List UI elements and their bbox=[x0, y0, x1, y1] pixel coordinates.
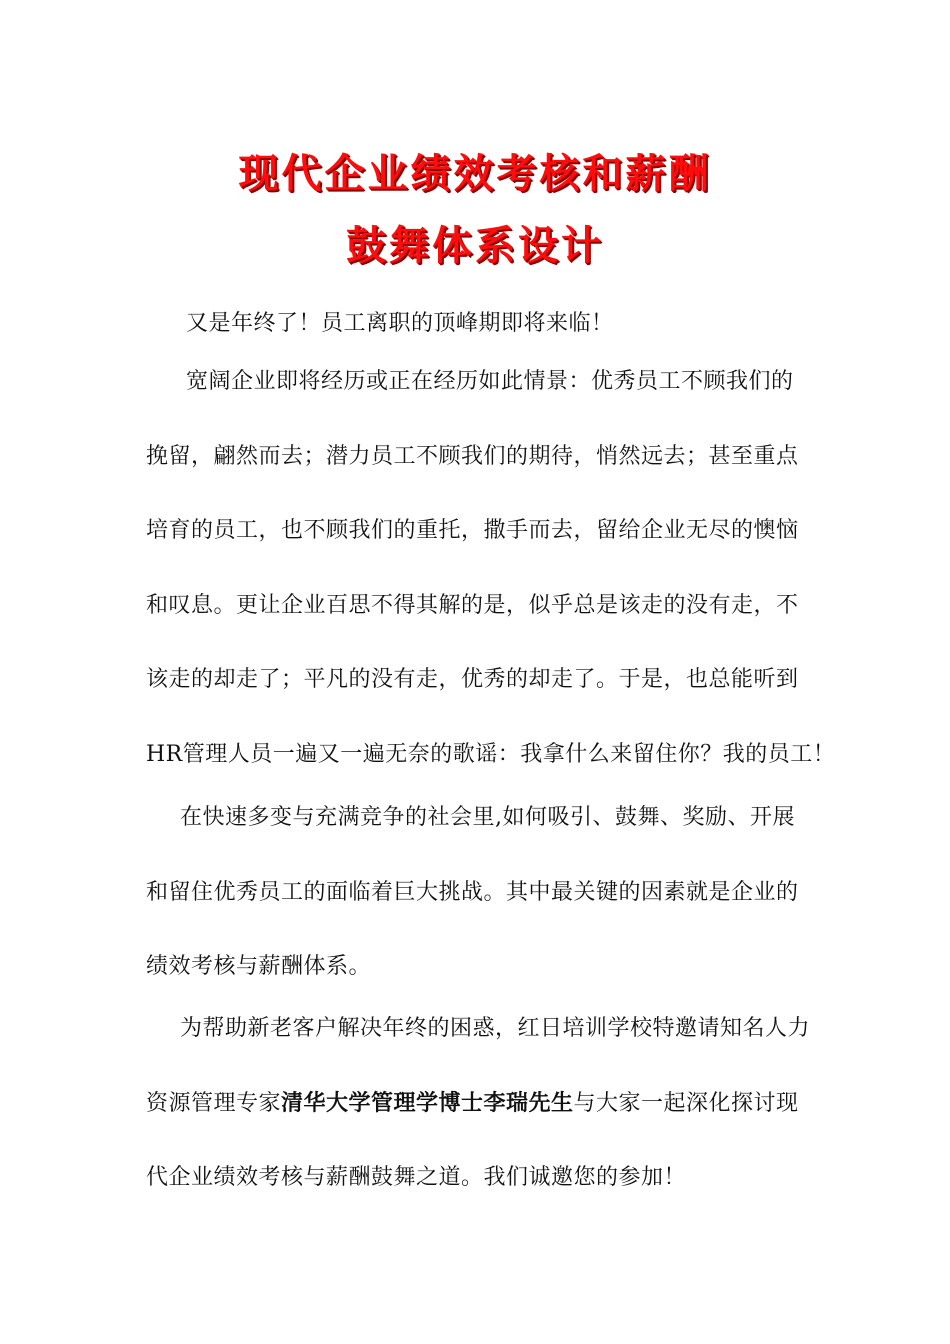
paragraph-4-text-post: 与大家一起深化探讨现 bbox=[573, 1091, 799, 1116]
paragraph-2-line-2: 挽留，翩然而去；潜力员工不顾我们的期待，悄然远去；甚至重点 bbox=[146, 444, 799, 469]
paragraph-3-line-1: 在快速多变与充满竞争的社会里,如何吸引、鼓舞、奖励、开展 bbox=[180, 805, 795, 830]
paragraph-2-line-5: 该走的却走了；平凡的没有走，优秀的却走了。于是，也总能听到 bbox=[146, 667, 799, 692]
paragraph-4-text-pre: 资源管理专家 bbox=[146, 1091, 282, 1116]
paragraph-3-line-2: 和留住优秀员工的面临着巨大挑战。其中最关键的因素就是企业的 bbox=[146, 880, 799, 905]
paragraph-4-line-3: 代企业绩效考核与薪酬鼓舞之道。我们诚邀您的参加！ bbox=[146, 1165, 687, 1190]
paragraph-2-line-3: 培育的员工，也不顾我们的重托，撒手而去，留给企业无尽的懊恼 bbox=[146, 518, 799, 543]
document-title-line-1: 现代企业绩效考核和薪酬 bbox=[238, 151, 712, 197]
speaker-name-highlight: 清华大学管理学博士李瑞先生 bbox=[281, 1091, 574, 1116]
paragraph-4-line-1: 为帮助新老客户解决年终的困惑，红日培训学校特邀请知名人力 bbox=[180, 1016, 811, 1041]
paragraph-2-line-1: 宽阔企业即将经历或正在经历如此情景：优秀员工不顾我们的 bbox=[186, 369, 794, 394]
document-title-line-2: 鼓舞体系设计 bbox=[346, 223, 604, 269]
paragraph-2-line-6: HR管理人员一遍又一遍无奈的歌谣：我拿什么来留住你？我的员工！ bbox=[146, 742, 836, 767]
paragraph-3-line-3: 绩效考核与薪酬体系。 bbox=[146, 954, 372, 979]
paragraph-4-line-2 bbox=[146, 1090, 799, 1118]
paragraph-1: 又是年终了！员工离职的顶峰期即将来临！ bbox=[186, 311, 614, 336]
paragraph-2-line-4: 和叹息。更让企业百思不得其解的是，似乎总是该走的没有走，不 bbox=[146, 593, 799, 618]
